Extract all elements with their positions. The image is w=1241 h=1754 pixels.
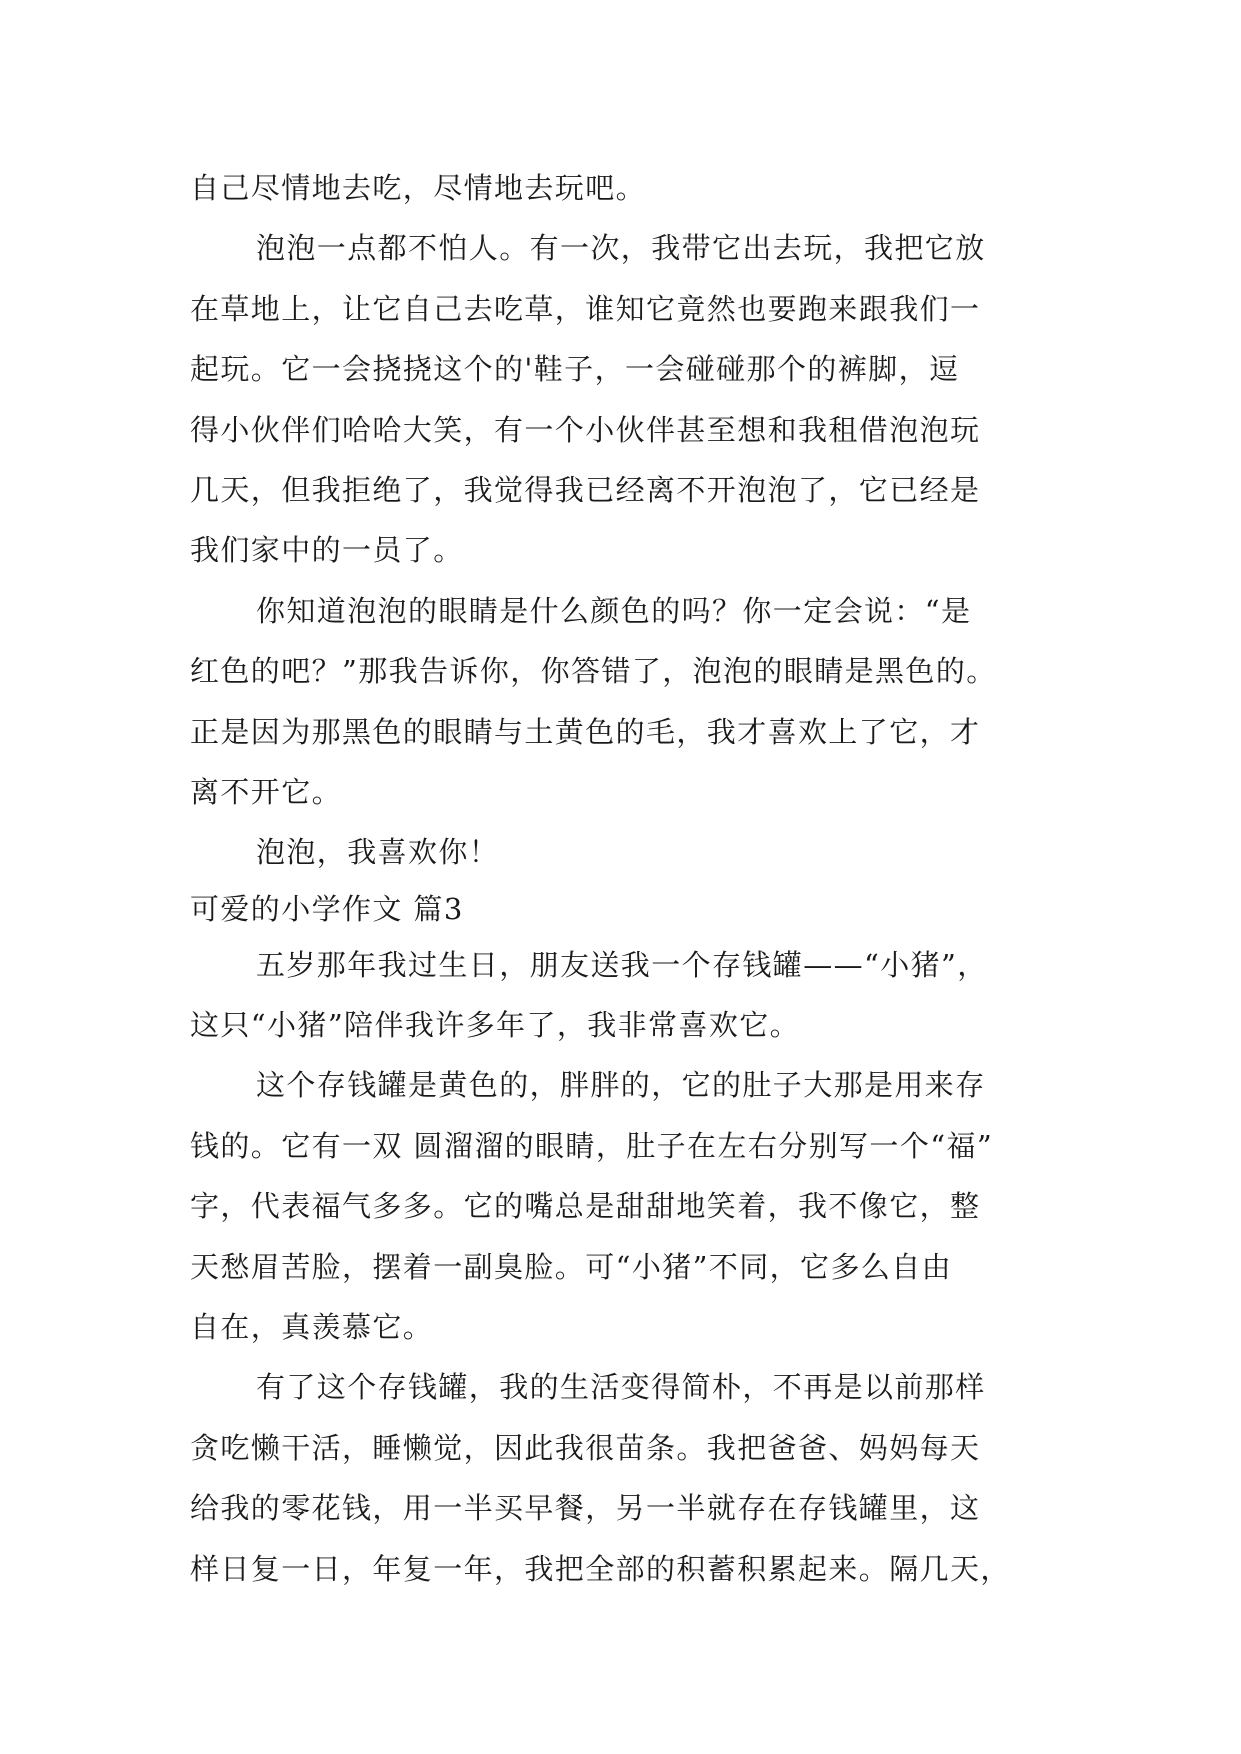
text-line: 这只“小猪”陪伴我许多年了，我非常喜欢它。 (190, 1008, 801, 1043)
text-line: 贪吃懒干活，睡懒觉，因此我很苗条。我把爸爸、妈妈每天 (190, 1430, 981, 1465)
text-line: 起玩。它一会挠挠这个的'鞋子，一会碰碰那个的裤脚，逗 (190, 352, 960, 387)
essay-text (190, 158, 1060, 1599)
section-heading: 可爱的小学作文 篇3 (190, 891, 464, 926)
text-line: 给我的零花钱，用一半买早餐，另一半就存在存钱罐里，这 (190, 1491, 981, 1526)
text-line: 字，代表福气多多。它的嘴总是甜甜地笑着，我不像它，整 (190, 1189, 981, 1224)
text-line: 正是因为那黑色的眼睛与土黄色的毛，我才喜欢上了它，才 (190, 714, 981, 749)
text-line: 泡泡一点都不怕人。有一次，我带它出去玩，我把它放 (256, 231, 986, 266)
text-line: 离不开它。 (190, 774, 343, 809)
text-line: 得小伙伴们哈哈大笑，有一个小伙伴甚至想和我租借泡泡玩 (190, 412, 981, 447)
text-line: 红色的吧？”那我告诉你，你答错了，泡泡的眼睛是黑色的。 (190, 654, 997, 689)
text-line: 几天，但我拒绝了，我觉得我已经离不开泡泡了，它已经是 (190, 472, 981, 507)
text-line: 在草地上，让它自己去吃草，谁知它竟然也要跑来跟我们一 (190, 291, 981, 326)
text-line: 五岁那年我过生日，朋友送我一个存钱罐——“小猪”， (256, 947, 988, 982)
text-line: 泡泡，我喜欢你！ (256, 835, 500, 870)
text-line: 自在，真羡慕它。 (190, 1310, 434, 1345)
text-line: 钱的。它有一双 圆溜溜的眼睛，肚子在左右分别写一个“福” (190, 1128, 994, 1163)
text-line: 自己尽情地去吃，尽情地去玩吧。 (190, 171, 647, 205)
text-line: 这个存钱罐是黄色的，胖胖的，它的肚子大那是用来存 (256, 1068, 986, 1103)
text-line: 你知道泡泡的眼睛是什么颜色的吗？你一定会说：“是 (256, 593, 972, 628)
text-line: 有了这个存钱罐，我的生活变得简朴，不再是以前那样 (256, 1370, 986, 1405)
text-line: 天愁眉苦脸，摆着一副臭脸。可“小猪”不同，它多么自由 (190, 1249, 953, 1284)
text-line: 我们家中的一员了。 (190, 533, 464, 568)
text-line: 样日复一日，年复一年，我把全部的积蓄积累起来。隔几天， (190, 1551, 1011, 1586)
